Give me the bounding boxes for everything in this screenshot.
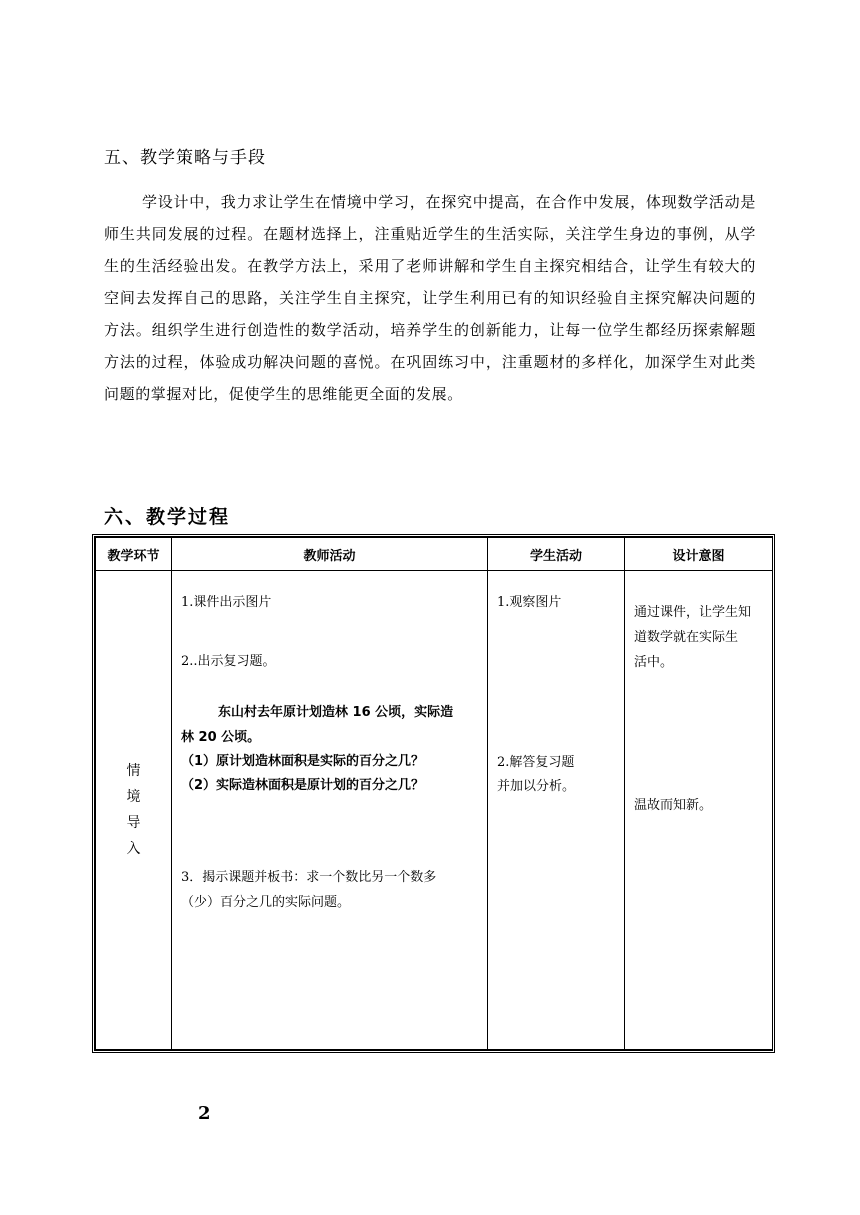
design-intent-cell (625, 571, 773, 1050)
header-design-intent: 设计意图 (625, 538, 773, 571)
problem-line-2: 林 20 公顷。 (181, 730, 261, 745)
section-5-title: 五、教学策略与手段 (104, 148, 266, 168)
teacher-activity-cell (172, 571, 488, 1050)
intent-item-1-line-1: 通过课件，让学生知 (634, 605, 752, 620)
student-activity-cell (488, 571, 625, 1050)
stage-char: 境 (126, 789, 141, 805)
teaching-process-table (92, 534, 775, 1053)
intent-item-1-line-3: 活中。 (634, 655, 674, 670)
table-row (96, 571, 773, 1050)
header-stage: 教学环节 (96, 538, 172, 571)
teacher-item-3-line-1: 3．揭示课题并板书：求一个数比另一个数多 (181, 870, 437, 885)
page-number: 2 (198, 1103, 211, 1124)
problem-line-1: 东山村去年原计划造林 16 公顷，实际造 (218, 705, 454, 720)
intent-item-1-line-2: 道数学就在实际生 (634, 630, 739, 645)
stage-char: 入 (126, 841, 141, 857)
student-item-2-line-2: 并加以分析。 (497, 779, 576, 794)
student-item-1: 1.观察图片 (497, 595, 562, 610)
intent-item-2: 温故而知新。 (634, 798, 713, 813)
header-student-activity: 学生活动 (488, 538, 625, 571)
table-header-row (96, 538, 773, 571)
student-item-2-line-1: 2.解答复习题 (497, 755, 575, 770)
question-1: （1）原计划造林面积是实际的百分之几？ (181, 754, 425, 769)
question-2: （2）实际造林面积是原计划的百分之几？ (181, 778, 425, 793)
stage-char: 导 (126, 815, 141, 831)
teacher-item-2: 2..出示复习题。 (181, 654, 276, 669)
header-teacher-activity: 教师活动 (172, 538, 488, 571)
stage-cell (96, 571, 172, 1050)
stage-char: 情 (126, 763, 141, 779)
section-6-title: 六、教学过程 (104, 506, 231, 528)
teacher-item-1: 1.课件出示图片 (181, 595, 272, 610)
teacher-item-3-line-2: （少）百分之几的实际问题。 (181, 895, 351, 910)
strategy-paragraph: 学设计中，我力求让学生在情境中学习，在探究中提高，在合作中发展，体现数学活动是师生共同发展的过程。在题材选择上，注重贴近学生的生活实际，关注学生身边的事例，从学生的生活经验出发。在教学方法上，采用了老师讲解和学生自主探究相结合，让学生有较大的空间去发挥自己的思路，关注学生自主探究，让学生利用已有的知识经验自主探究解决问题的方法。组织学生进行创造性的数学活动，培养学生的创新能力，让每一位学生都经历探索解题方法的过程，体验成功解决问题的喜悦。在巩固练习中，注重题材的多样化，加深学生对此类问题的掌握对比，促使学生的思维能更全面的发展。 (104, 193, 756, 403)
